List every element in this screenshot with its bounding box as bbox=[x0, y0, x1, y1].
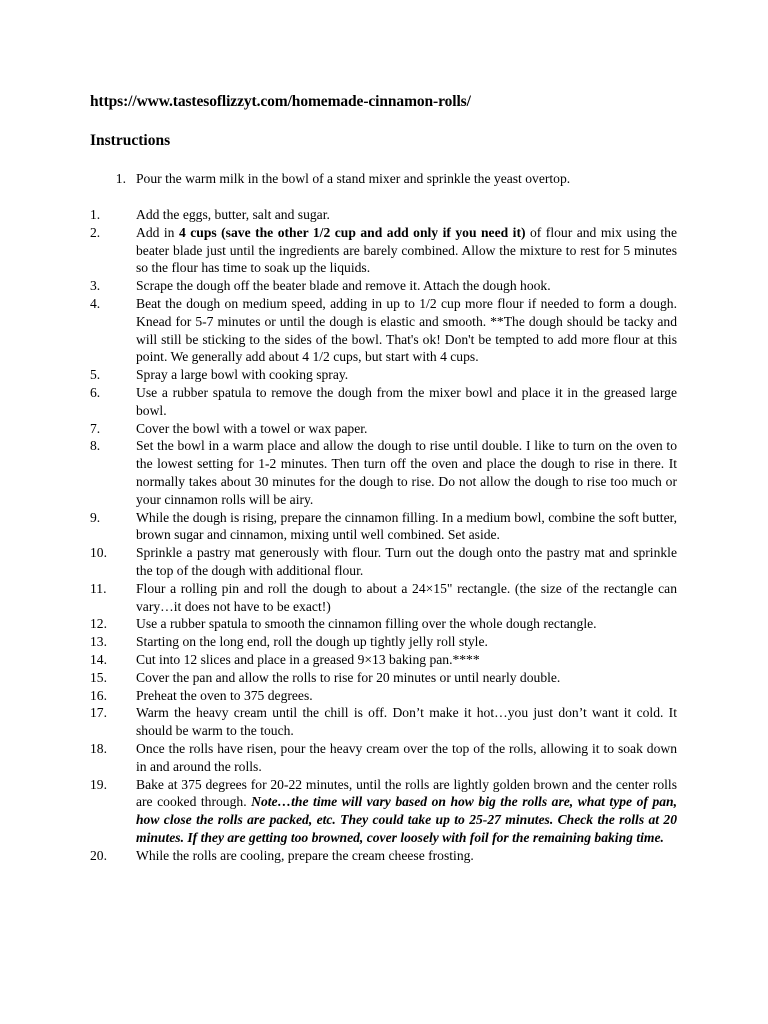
list-item bbox=[90, 277, 677, 295]
list-item bbox=[90, 295, 677, 366]
step-text: Spray a large bowl with cooking spray. bbox=[136, 367, 349, 383]
list-item bbox=[90, 420, 677, 438]
step-text: While the dough is rising, prepare the cinnamon filling. In a medium bowl, combine the soft butter, brown sugar and cinnamon, mixing until well combined. Set aside. bbox=[136, 509, 677, 543]
instruction-steps-list bbox=[90, 206, 677, 864]
step-number: 2. bbox=[90, 224, 101, 240]
step-number: 3. bbox=[90, 278, 101, 294]
step-number: 11. bbox=[90, 580, 107, 596]
list-item bbox=[90, 847, 677, 865]
step-text: Cover the pan and allow the rolls to rise for 20 minutes or until nearly double. bbox=[136, 669, 561, 685]
list-item bbox=[90, 366, 677, 384]
list-item bbox=[90, 384, 677, 420]
step-number: 10. bbox=[90, 545, 107, 561]
list-item bbox=[90, 651, 677, 669]
step-text: Beat the dough on medium speed, adding in up to 1/2 cup more flour if needed to form a dough. Knead for 5-7 minutes or until the dough is elastic and smooth. **The dough should be tacky and will still be sticking to the sides of the bowl. That's ok! Don't be tempted to add more flour at this point. We generally add about 4 1/2 cups, but start with 4 cups. bbox=[136, 295, 677, 365]
step-text: Pour the warm milk in the bowl of a stand mixer and sprinkle the yeast overtop. bbox=[136, 171, 571, 186]
list-item bbox=[90, 615, 677, 633]
step-text: Set the bowl in a warm place and allow the dough to rise until double. I like to turn on the oven to the lowest setting for 1-2 minutes. Then turn off the oven and place the dough to rise in there. It normally takes about 30 minutes for the dough to rise. Do not allow the dough to rise too much or your cinnamon rolls will be airy. bbox=[136, 438, 677, 507]
instructions-heading: Instructions bbox=[90, 132, 171, 149]
step-number: 1. bbox=[115, 171, 126, 186]
list-item bbox=[90, 580, 677, 616]
list-item bbox=[90, 437, 677, 508]
step-number: 6. bbox=[90, 384, 101, 400]
step-number: 5. bbox=[90, 367, 101, 383]
step-text: Sprinkle a pastry mat generously with flour. Turn out the dough onto the pastry mat and sprinkle the top of the dough with additional flour. bbox=[136, 545, 677, 578]
step-number: 17. bbox=[90, 705, 107, 721]
list-item bbox=[90, 704, 677, 740]
step-text: Use a rubber spatula to smooth the cinnamon filling over the whole dough rectangle. bbox=[136, 616, 597, 632]
step-number: 8. bbox=[90, 438, 101, 454]
list-item bbox=[90, 224, 677, 277]
list-item bbox=[90, 740, 677, 776]
step-number: 18. bbox=[90, 740, 107, 756]
step-text: Cover the bowl with a towel or wax paper. bbox=[136, 420, 368, 436]
list-item bbox=[90, 206, 677, 224]
step-text: Use a rubber spatula to remove the dough from the mixer bowl and place it in the greased large bowl. bbox=[136, 384, 677, 418]
step-text: Warm the heavy cream until the chill is off. Don’t make it hot…you just don’t want it cold. It should be warm to the touch. bbox=[136, 705, 677, 739]
step-text: Add in bbox=[136, 224, 179, 240]
step-number: 1. bbox=[90, 207, 101, 222]
list-item bbox=[90, 633, 677, 651]
list-item bbox=[90, 544, 677, 580]
step-text: Flour a rolling pin and roll the dough to about a 24×15" rectangle. (the size of the rectangle can vary…it does not have to be exact!) bbox=[136, 580, 677, 614]
step-number: 7. bbox=[90, 420, 101, 436]
list-item bbox=[90, 687, 677, 705]
step-text: Starting on the long end, roll the dough up tightly jelly roll style. bbox=[136, 634, 488, 650]
step-text: While the rolls are cooling, prepare the cream cheese frosting. bbox=[136, 847, 474, 863]
step-note-text: Note…the time will vary based on how big the rolls are, what type of pan, how close the rolls are packed, etc. They could take up to 25-27 minutes. Check the rolls at 20 minutes. If they are getting too browned, cover loosely with foil for the remaining baking time. bbox=[136, 794, 677, 845]
step-bold-text: 4 cups (save the other 1/2 cup and add only if you need it) bbox=[178, 224, 526, 240]
step-number: 20. bbox=[90, 847, 107, 863]
step-number: 4. bbox=[90, 295, 101, 311]
step-number: 15. bbox=[90, 669, 107, 685]
step-number: 16. bbox=[90, 687, 107, 703]
list-item bbox=[90, 509, 677, 545]
step-text: Scrape the dough off the beater blade and remove it. Attach the dough hook. bbox=[136, 278, 551, 294]
list-item bbox=[90, 776, 677, 847]
step-text: Add the eggs, butter, salt and sugar. bbox=[136, 207, 330, 222]
list-item bbox=[115, 170, 677, 188]
first-instruction-list bbox=[115, 170, 677, 188]
step-number: 19. bbox=[90, 776, 107, 792]
step-text: of flour and mix using the beater blade just until the ingredients are barely combined. Allow the mixture to rest for 5 minutes so the flour has time to soak up the liquids. bbox=[136, 224, 677, 276]
list-item bbox=[90, 669, 677, 687]
step-number: 9. bbox=[90, 509, 101, 525]
step-number: 14. bbox=[90, 651, 107, 667]
step-text: Preheat the oven to 375 degrees. bbox=[136, 687, 313, 703]
step-number: 12. bbox=[90, 616, 107, 632]
step-number: 13. bbox=[90, 634, 107, 650]
step-text: Bake at 375 degrees for 20-22 minutes, until the rolls are lightly golden brown and the center rolls are cooked through. bbox=[136, 776, 677, 810]
step-text: Once the rolls have risen, pour the heavy cream over the top of the rolls, allowing it to soak down in and around the rolls. bbox=[136, 740, 677, 774]
step-text: Cut into 12 slices and place in a greased 9×13 baking pan.**** bbox=[136, 651, 480, 667]
source-url: https://www.tastesoflizzyt.com/homemade-cinnamon-rolls/ bbox=[90, 93, 471, 110]
